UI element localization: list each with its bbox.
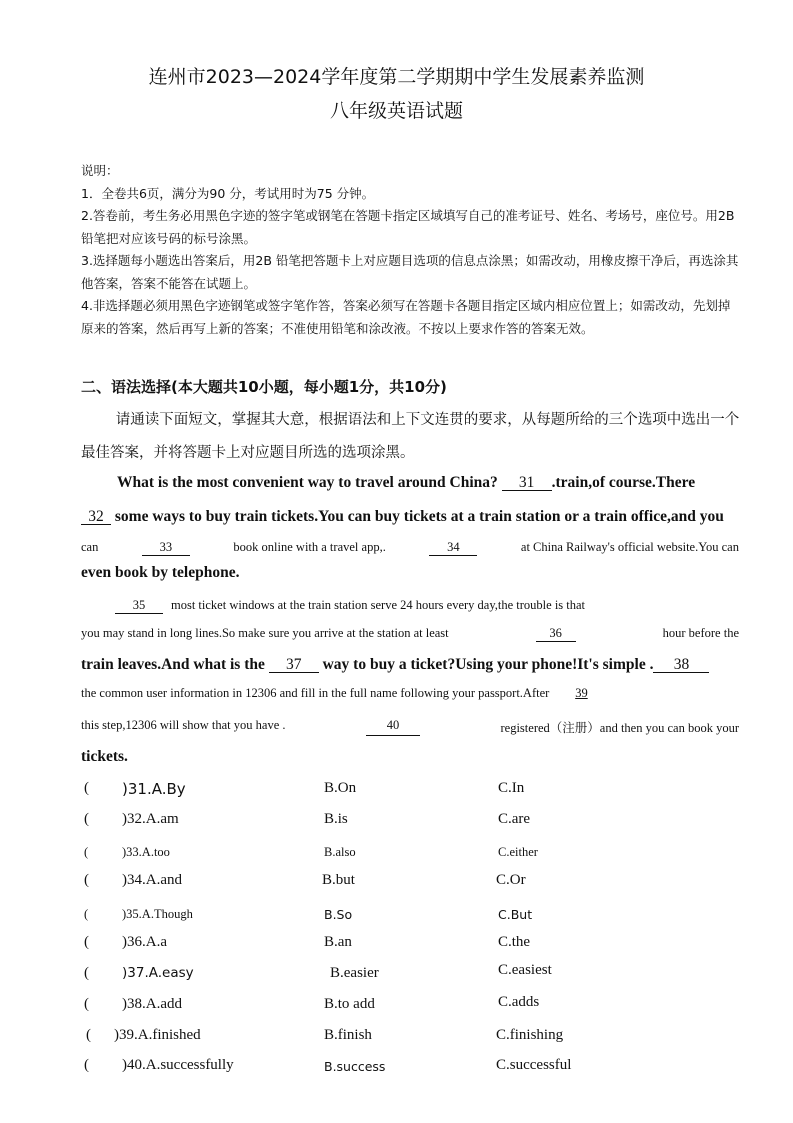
option-c: C.finishing [496, 1027, 564, 1043]
blank-37: 37 [269, 657, 319, 673]
question-31 [84, 780, 604, 804]
passage-text: way to buy a ticket?Using your phone!It's simple . [322, 656, 654, 673]
answer-paren: ( [84, 845, 89, 859]
passage-text: you may stand in long lines.So make sure you arrive at the station at least [81, 626, 449, 640]
exam-subtitle: 八年级英语试题 [329, 100, 463, 122]
passage-line [81, 474, 739, 492]
section-instructions: 请通读下面短文，掌握其大意，根据语法和上下文连贯的要求，从每题所给的三个选项中选出一个最佳答案，并将答题卡上对应题目所选的选项涂黑。 [81, 412, 740, 461]
option-a: )37.A.easy [122, 965, 194, 981]
blank-31: 31 [502, 475, 552, 491]
passage-line [81, 540, 739, 556]
question-32 [84, 811, 604, 835]
blank-40: 40 [366, 718, 420, 736]
option-c: C.Or [496, 872, 526, 888]
note-item: 1．全卷共6页，满分为90 分，考试用时为75 分钟。 [81, 185, 375, 201]
answer-paren: ( [84, 1057, 89, 1073]
option-a: )36.A.a [122, 934, 167, 950]
option-c: C.successful [496, 1057, 572, 1073]
question-33 [84, 845, 604, 869]
section-title: 二、语法选择(本大题共10小题，每小题1分，共10分) [81, 378, 447, 396]
note-item: 4.非选择题必须用黑色字迹钢笔或签字笔作答，答案必须写在答题卡各题目指定区域内相应位置上；如需改动，先划掉原来的答案，然后再写上新的答案；不准使用铅笔和涂改液。不按以上要求作答的答案无效。 [81, 298, 731, 336]
blank-36: 36 [536, 626, 576, 642]
passage-line: tickets. [81, 748, 128, 765]
note-heading: 说明： [81, 163, 119, 178]
answer-paren: ( [84, 934, 89, 950]
option-b: B.is [324, 811, 348, 827]
blank-38: 38 [653, 657, 709, 673]
instructions-notes [81, 160, 741, 340]
option-b: B.easier [330, 965, 379, 981]
passage-text: at China Railway's official website.You can [520, 540, 739, 554]
passage-text: What is the most convenient way to travel around China? [117, 474, 498, 491]
blank-34: 34 [429, 540, 477, 556]
question-40 [84, 1057, 604, 1081]
note-item: 3.选择题每小题选出答案后，用2B 铅笔把答题卡上对应题目选项的信息点涂黑；如需改动，用橡皮擦干净后，再选涂其他答案，答案不能答在试题上。 [81, 253, 739, 291]
option-c: C.the [498, 934, 531, 950]
passage-text: this step,12306 will show that you have . [81, 718, 286, 732]
option-c: C.adds [498, 994, 540, 1010]
question-37 [84, 962, 604, 989]
blank-33: 33 [142, 540, 190, 556]
option-b: B.finish [324, 1027, 372, 1043]
question-35 [84, 907, 604, 931]
option-a: )31.A.By [122, 780, 186, 798]
option-c: C.easiest [498, 962, 552, 978]
answer-paren: ( [84, 907, 89, 921]
answer-paren: ( [86, 1027, 91, 1043]
option-c: C.In [498, 780, 525, 796]
exam-title: 连州市2023—2024学年度第二学期期中学生发展素养监测 [148, 66, 645, 88]
passage-text: can [81, 540, 99, 554]
question-39 [84, 1027, 604, 1051]
passage-line [81, 598, 739, 614]
question-34 [84, 872, 604, 896]
answer-paren: ( [84, 965, 89, 981]
option-a: )33.A.too [122, 845, 170, 859]
answer-paren: ( [84, 872, 89, 888]
passage-line [81, 656, 739, 674]
option-a: )38.A.add [122, 996, 182, 1012]
answer-paren: ( [84, 780, 89, 796]
option-a: )32.A.am [122, 811, 179, 827]
question-36 [84, 934, 604, 958]
passage-text: book online with a travel app,. [233, 540, 386, 554]
blank-32: 32 [81, 509, 111, 525]
option-c: C.But [498, 907, 533, 922]
option-b: B.an [324, 934, 352, 950]
blank-35: 35 [115, 598, 163, 614]
passage-line [81, 718, 739, 736]
passage-text: most ticket windows at the train station serve 24 hours every day,the trouble is that [171, 598, 586, 612]
option-b: B.On [324, 780, 357, 796]
passage-text: train leaves.And what is the [81, 656, 265, 673]
passage-line [81, 686, 739, 701]
option-a: )39.A.finished [114, 1027, 201, 1043]
option-a: )34.A.and [122, 872, 182, 888]
passage-line [81, 508, 739, 526]
passage-text: hour before the [662, 626, 739, 640]
option-b: B.success [324, 1059, 386, 1074]
passage-line: even book by telephone. [81, 564, 240, 581]
answer-paren: ( [84, 996, 89, 1012]
option-b: B.but [322, 872, 355, 888]
passage-line [81, 626, 739, 642]
passage-text: .train,of course.There [551, 474, 696, 491]
note-item: 2.答卷前，考生务必用黑色字迹的签字笔或钢笔在答题卡指定区域填写自己的准考证号、姓名、考场号，座位号。用2B 铅笔把对应该号码的标号涂黑。 [81, 208, 735, 246]
passage-text: some ways to buy train tickets.You can buy tickets at a train station or a train office,and you [114, 508, 724, 525]
option-b: B.to add [324, 996, 375, 1012]
option-c: C.either [498, 845, 538, 859]
option-a: )35.A.Though [122, 907, 193, 921]
answer-paren: ( [84, 811, 89, 827]
option-b: B.So [324, 907, 353, 922]
option-c: C.are [498, 811, 531, 827]
blank-39: 39 [575, 686, 588, 700]
passage-text: the common user information in 12306 and fill in the full name following your passport.After [81, 686, 550, 700]
option-a: )40.A.successfully [122, 1057, 234, 1073]
question-38 [84, 996, 604, 1020]
option-b: B.also [324, 845, 356, 859]
passage-text: registered（注册）and then you can book your [500, 721, 739, 735]
